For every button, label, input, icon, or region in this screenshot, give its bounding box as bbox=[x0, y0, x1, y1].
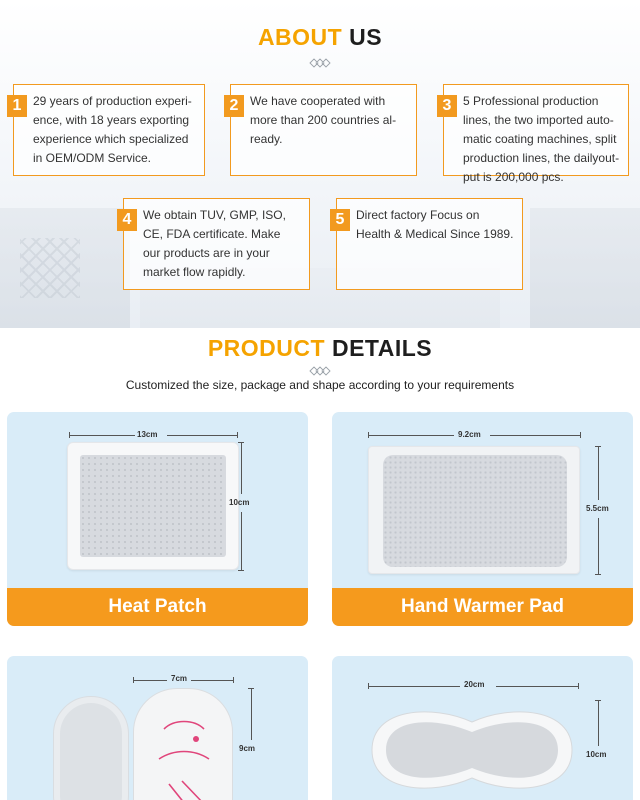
dimension-width: 13cm bbox=[137, 430, 158, 439]
diamond-divider-icon bbox=[308, 58, 332, 68]
product-card-heat-patch[interactable] bbox=[7, 412, 308, 626]
about-item-1 bbox=[13, 84, 205, 176]
dimension-line bbox=[368, 686, 460, 687]
dimension-tick bbox=[69, 432, 70, 438]
diamond-divider-icon bbox=[308, 366, 332, 376]
dimension-line bbox=[368, 435, 454, 436]
dimension-tick bbox=[595, 700, 601, 701]
about-item-4 bbox=[123, 198, 310, 290]
about-item-number: 5 bbox=[330, 209, 350, 231]
dimension-tick bbox=[238, 570, 244, 571]
dimension-tick bbox=[368, 432, 369, 438]
dimension-height: 5.5cm bbox=[586, 504, 609, 513]
dimension-width: 9.2cm bbox=[458, 430, 481, 439]
about-item-3 bbox=[442, 84, 629, 184]
about-item-number: 4 bbox=[117, 209, 137, 231]
dimension-height: 10cm bbox=[229, 498, 250, 507]
about-title bbox=[0, 24, 640, 51]
dimension-line bbox=[241, 512, 242, 570]
foot-print-icon bbox=[134, 689, 234, 800]
dimension-line bbox=[496, 686, 578, 687]
background-lattice bbox=[20, 238, 80, 298]
hand-warmer-image bbox=[368, 446, 580, 574]
dimension-line bbox=[167, 435, 237, 436]
dimension-tick bbox=[133, 677, 134, 683]
dimension-line bbox=[598, 446, 599, 500]
product-card-shaped-patch[interactable] bbox=[332, 656, 633, 800]
about-item-number: 2 bbox=[224, 95, 244, 117]
dimension-line bbox=[241, 442, 242, 494]
dimension-tick bbox=[237, 432, 238, 438]
dimension-line bbox=[490, 435, 580, 436]
dimension-height: 10cm bbox=[586, 750, 607, 759]
dimension-line bbox=[598, 518, 599, 574]
dimension-tick bbox=[595, 446, 601, 447]
product-card-hand-warmer-pad[interactable] bbox=[332, 412, 633, 626]
dimension-tick bbox=[595, 574, 601, 575]
product-card-foot-warmer[interactable] bbox=[7, 656, 308, 800]
dimension-tick bbox=[578, 683, 579, 689]
dimension-line bbox=[251, 688, 252, 740]
dimension-tick bbox=[580, 432, 581, 438]
products-title-rest: DETAILS bbox=[331, 335, 433, 361]
background-building-right bbox=[530, 208, 640, 328]
about-title-rest: US bbox=[349, 24, 383, 50]
dimension-tick bbox=[233, 677, 234, 683]
about-item-text: We obtain TUV, GMP, ISO, CE, FDA certificate. Make our products are in your market flow rapidly. bbox=[143, 208, 286, 279]
foot-warmer-pad-front bbox=[133, 688, 233, 800]
dimension-width: 20cm bbox=[464, 680, 485, 689]
about-item-5 bbox=[336, 198, 523, 290]
shaped-patch-image bbox=[362, 700, 582, 800]
about-item-number: 1 bbox=[7, 95, 27, 117]
about-item-2 bbox=[230, 84, 417, 176]
about-item-text: 29 years of production experi-ence, with 18 years exporting experience which specialized in OEM/ODM Service. bbox=[33, 94, 192, 165]
dimension-width: 7cm bbox=[171, 674, 188, 683]
dimension-tick bbox=[238, 442, 244, 443]
dimension-height: 9cm bbox=[239, 744, 256, 753]
dimension-tick bbox=[248, 688, 254, 689]
dimension-line bbox=[69, 435, 135, 436]
product-label: Hand Warmer Pad bbox=[332, 588, 633, 626]
about-item-number: 3 bbox=[437, 95, 457, 117]
dimension-line bbox=[133, 680, 167, 681]
heat-patch-image bbox=[67, 442, 239, 570]
about-item-text: 5 Professional production lines, the two imported auto-matic coating machines, split production lines, the dailyout-put is 200,000 pcs. bbox=[463, 94, 620, 184]
dimension-tick bbox=[368, 683, 369, 689]
dimension-line bbox=[191, 680, 233, 681]
about-item-text: Direct factory Focus on Health & Medical Since 1989. bbox=[356, 208, 514, 241]
about-section bbox=[0, 0, 640, 328]
foot-warmer-pad-back bbox=[53, 696, 129, 800]
about-title-accent: ABOUT bbox=[257, 24, 343, 50]
products-title bbox=[0, 335, 640, 362]
dimension-line bbox=[598, 700, 599, 746]
products-subtitle: Customized the size, package and shape according to your requirements bbox=[125, 378, 515, 392]
product-label: Heat Patch bbox=[7, 588, 308, 626]
about-item-text: We have cooperated with more than 200 countries al-ready. bbox=[250, 94, 397, 146]
products-title-accent: PRODUCT bbox=[207, 335, 326, 361]
